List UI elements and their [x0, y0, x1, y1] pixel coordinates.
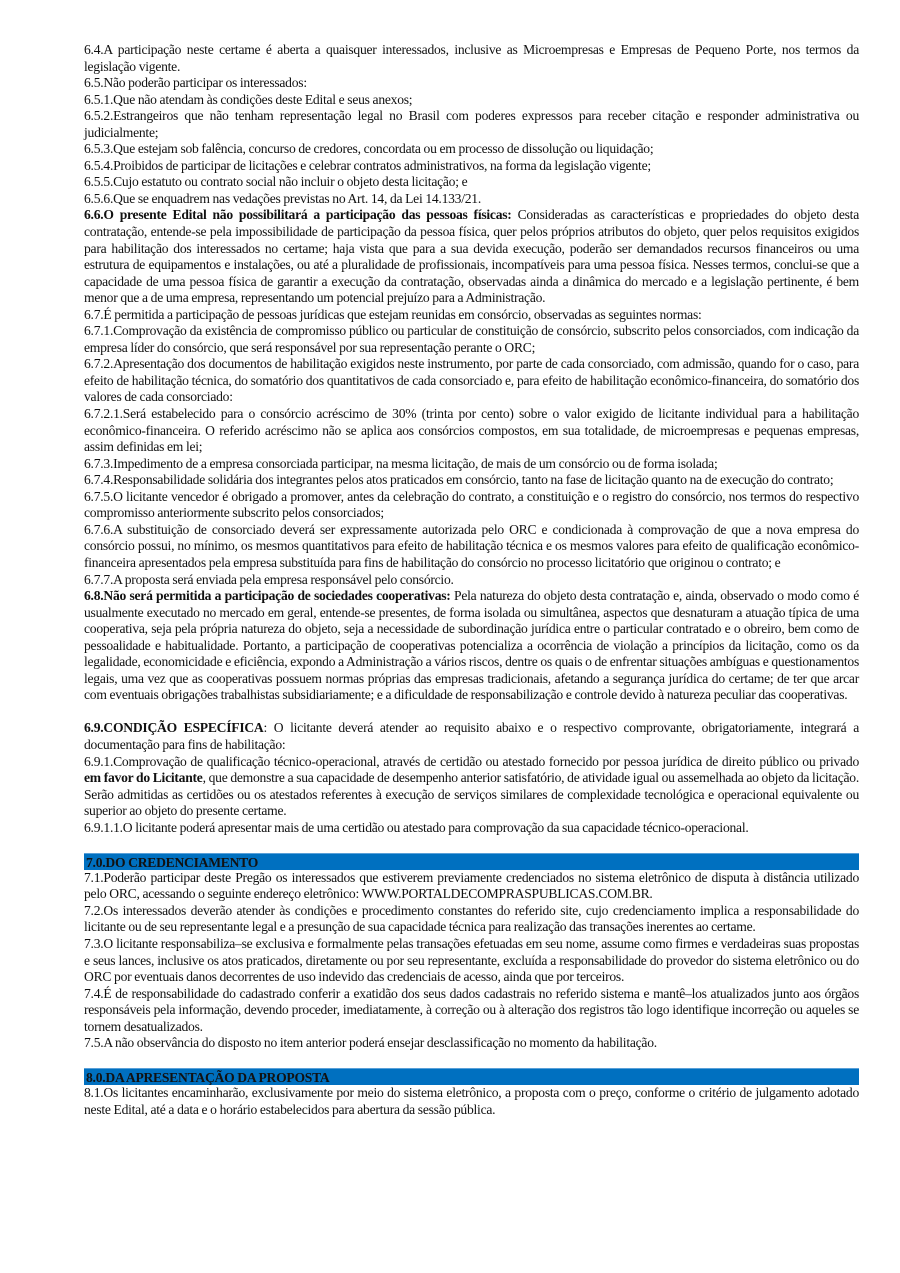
clause-text: 6.7.2.Apresentação dos documentos de habilitação exigidos neste instrumento, por parte de cada consorciado, com admissão, quando for o caso, para efeito de habilitação técnica, do somatório dos quantitativos de cada consorciado e, para efeito de habilitação econômico-financeira, do somatório dos valores de cada consorciado:	[84, 356, 859, 405]
clause	[84, 174, 859, 191]
clause	[84, 489, 859, 522]
section-heading-proposta: 8.0.DA APRESENTAÇÃO DA PROPOSTA	[84, 1068, 859, 1085]
clause-text: 6.7.5.O licitante vencedor é obrigado a promover, antes da celebração do contrato, a constituição e o registro do consórcio, nos termos do respectivo compromisso anteriormente subscrito pelos consorciados;	[84, 488, 859, 521]
clause-text: 6.5.3.Que estejam sob falência, concurso de credores, concordata ou em processo de dissolução ou liquidação;	[84, 141, 654, 157]
clause-text: Pela natureza do objeto desta contratação e, ainda, observado o modo como é usualmente executado no mercado em geral, entende-se presentes, de forma isolada ou simultânea, aspectos que desnaturam a atuação típica de uma cooperativa, seja pela própria natureza do objeto, seja a necessidade de subordinação jurídica entre o particular contratado e o obreiro, bem como de pessoalidade e habitualidade. Portanto, a participação de cooperativas potencializa a ocorrência de violação a princípios da licitação, como os da legalidade, economicidade e eficiência, expondo a Administração a vários riscos, dentre os quais o de enfrentar situações ambíguas e questionamentos legais, uma vez que as cooperativas possuem normas próprias das empresas tradicionais, afetando a segurança jurídica do certame; de ter que arcar com eventuais obrigações trabalhistas subsidiariamente; e a dificuldade de responsabilização e controle devido à natureza peculiar das cooperativas.	[84, 588, 859, 703]
clause-text: 6.7.1.Comprovação da existência de compromisso público ou particular de constituição de consórcio, subscrito pelos consorciados, com indicação da empresa líder do consórcio, que será responsável por sua representação perante o ORC;	[84, 323, 859, 355]
clause-bold-lead: 6.6.O presente Edital não possibilitará a participação das pessoas físicas:	[84, 207, 512, 223]
clause	[84, 158, 859, 175]
clause-text: 6.7.7.A proposta será enviada pela empresa responsável pelo consórcio.	[84, 571, 454, 587]
clause	[84, 207, 859, 306]
clause-text: 6.7.3.Impedimento de a empresa consorciada participar, na mesma licitação, de mais de um consórcio ou de forma isolada;	[84, 455, 718, 471]
clause	[84, 92, 859, 109]
clause	[84, 75, 859, 92]
section-heading-credenciamento: 7.0.DO CREDENCIAMENTO	[84, 853, 859, 870]
clause	[84, 522, 859, 572]
clause-text: 6.5.Não poderão participar os interessados:	[84, 75, 307, 91]
clause	[84, 42, 859, 75]
clause: 7.1.Poderão participar deste Pregão os interessados que estiverem previamente credenciados no sistema eletrônico de disputa à distância utilizado pelo ORC, acessando o seguinte endereço eletrônico: WWW.PORTALDECOMPRASPUBLICAS.COM.BR.	[84, 869, 859, 902]
clause-6-9-1: 6.9.1.Comprovação de qualificação técnico-operacional, através de certidão ou atestado fornecido por pessoa jurídica de direito público ou privado em favor do Licitante, que demonstre a sua capacidade de desempenho anterior satisfatório, de atividade igual ou assemelhada ao objeto da licitação. Serão admitidas as certidões ou os atestados referentes à execução de serviços similares de complexidade tecnológica e operacional equivalente ou superior ao objeto do presente certame.	[84, 753, 859, 819]
clause-6-9: 6.9.CONDIÇÃO ESPECÍFICA: O licitante deverá atender ao requisito abaixo e o respectivo comprovante, obrigatoriamente, integrará a documentação para fins de habilitação:	[84, 720, 859, 752]
section-6-clauses	[84, 42, 859, 704]
clause	[84, 572, 859, 589]
clause-text: 6.7.2.1.Será estabelecido para o consórcio acréscimo de 30% (trinta por cento) sobre o valor exigido de licitante individual para a habilitação econômico-financeira. O referido acréscimo não se aplica aos consórcios compostos, em sua totalidade, de microempresas e pequenas empresas, assim definidas em lei;	[84, 406, 859, 455]
clause: 8.1.Os licitantes encaminharão, exclusivamente por meio do sistema eletrônico, a proposta com o preço, conforme o critério de julgamento adotado neste Edital, até a data e o horário estabelecidos para abertura da sessão pública.	[84, 1085, 859, 1117]
clause-text: 6.7.É permitida a participação de pessoas jurídicas que estejam reunidas em consórcio, observadas as seguintes normas:	[84, 306, 702, 322]
clause: 7.2.Os interessados deverão atender às condições e procedimento constantes do referido site, cujo credenciamento implica a responsabilidade do licitante ou de seu representante legal e a presunção de sua capacidade técnica para realização das transações inerentes ao certame.	[84, 902, 859, 935]
clause-text: 6.5.6.Que se enquadrem nas vedações previstas no Art. 14, da Lei 14.133/21.	[84, 190, 481, 206]
clause	[84, 406, 859, 456]
section-8-clauses	[84, 1085, 859, 1118]
clause	[84, 323, 859, 356]
clause	[84, 588, 859, 704]
clause	[84, 141, 859, 158]
clause	[84, 456, 859, 473]
clause-text: 6.7.6.A substituição de consorciado deverá ser expressamente autorizada pelo ORC e condicionada à comprovação de que a nova empresa do consórcio possui, no mínimo, os mesmos quantitativos para efeito de habilitação técnica e os mesmos valores para efeito de qualificação econômico-financeira apresentados pela empresa substituída para fins de habilitação do consórcio no processo licitatório que originou o contrato; e	[84, 521, 859, 570]
document-page	[84, 42, 859, 1118]
clause-text: 6.5.5.Cujo estatuto ou contrato social não incluir o objeto desta licitação; e	[84, 174, 468, 190]
clause: 7.5.A não observância do disposto no item anterior poderá ensejar desclassificação no momento da habilitação.	[84, 1035, 657, 1051]
clause: 7.4.É de responsabilidade do cadastrado conferir a exatidão dos seus dados cadastrais no referido sistema e mantê–los atualizados junto aos órgãos responsáveis pela informação, devendo proceder, imediatamente, à correção ou à alteração dos registros tão logo identifique incorreção ou aqueles se tornem desatualizados.	[84, 985, 859, 1034]
clause: 7.3.O licitante responsabiliza–se exclusiva e formalmente pelas transações efetuadas em seu nome, assume como firmes e verdadeiras suas propostas e seus lances, inclusive os atos praticados, diretamente ou por seu representante, excluída a responsabilidade do provedor do sistema eletrônico ou do ORC por eventuais danos decorrentes de uso indevido das credenciais de acesso, ainda que por terceiros.	[84, 935, 859, 985]
clause-text: 6.4.A participação neste certame é aberta a quaisquer interessados, inclusive as Microempresas e Empresas de Pequeno Porte, nos termos da legislação vigente.	[84, 42, 859, 74]
clause	[84, 356, 859, 406]
clause-text: Consideradas as características e propriedades do objeto desta contratação, entende-se pela impossibilidade de participação da pessoa física, quer pelos próprios atributos do objeto, quer pelos requisitos exigidos para habilitação dos interessados no certame; haja vista que para a sua devida execução, poderão ser demandados recursos financeiros ou uma estrutura de equipamentos e instalações, ou até a pluralidade de profissionais, incompatíveis para uma pessoa física. Nesses termos, conclui-se que a capacidade de uma pessoa física de garantir a execução da contratação, observadas ainda a dinâmica do mercado e a legislação pertinente, é bem menor que a de uma empresa, representando um potencial prejuízo para a Administração.	[84, 207, 859, 306]
clause-text: 6.5.2.Estrangeiros que não tenham representação legal no Brasil com poderes expressos para receber citação e responder administrativa ou judicialmente;	[84, 108, 859, 140]
clause-text: 6.5.1.Que não atendam às condições deste Edital e seus anexos;	[84, 91, 413, 107]
clause-6-9-1-1: 6.9.1.1.O licitante poderá apresentar mais de uma certidão ou atestado para comprovação da sua capacidade técnico-operacional.	[84, 819, 749, 835]
clause-text: 6.5.4.Proibidos de participar de licitações e celebrar contratos administrativos, na forma da legislação vigente;	[84, 157, 651, 173]
clause	[84, 191, 859, 208]
section-7-clauses	[84, 870, 859, 1052]
clause	[84, 307, 859, 324]
clause-text: 6.7.4.Responsabilidade solidária dos integrantes pelos atos praticados em consórcio, tanto na fase de licitação quanto na de execução do contrato;	[84, 472, 834, 488]
clause-bold-lead: 6.8.Não será permitida a participação de sociedades cooperativas:	[84, 588, 451, 604]
clause	[84, 472, 859, 489]
clause	[84, 108, 859, 141]
